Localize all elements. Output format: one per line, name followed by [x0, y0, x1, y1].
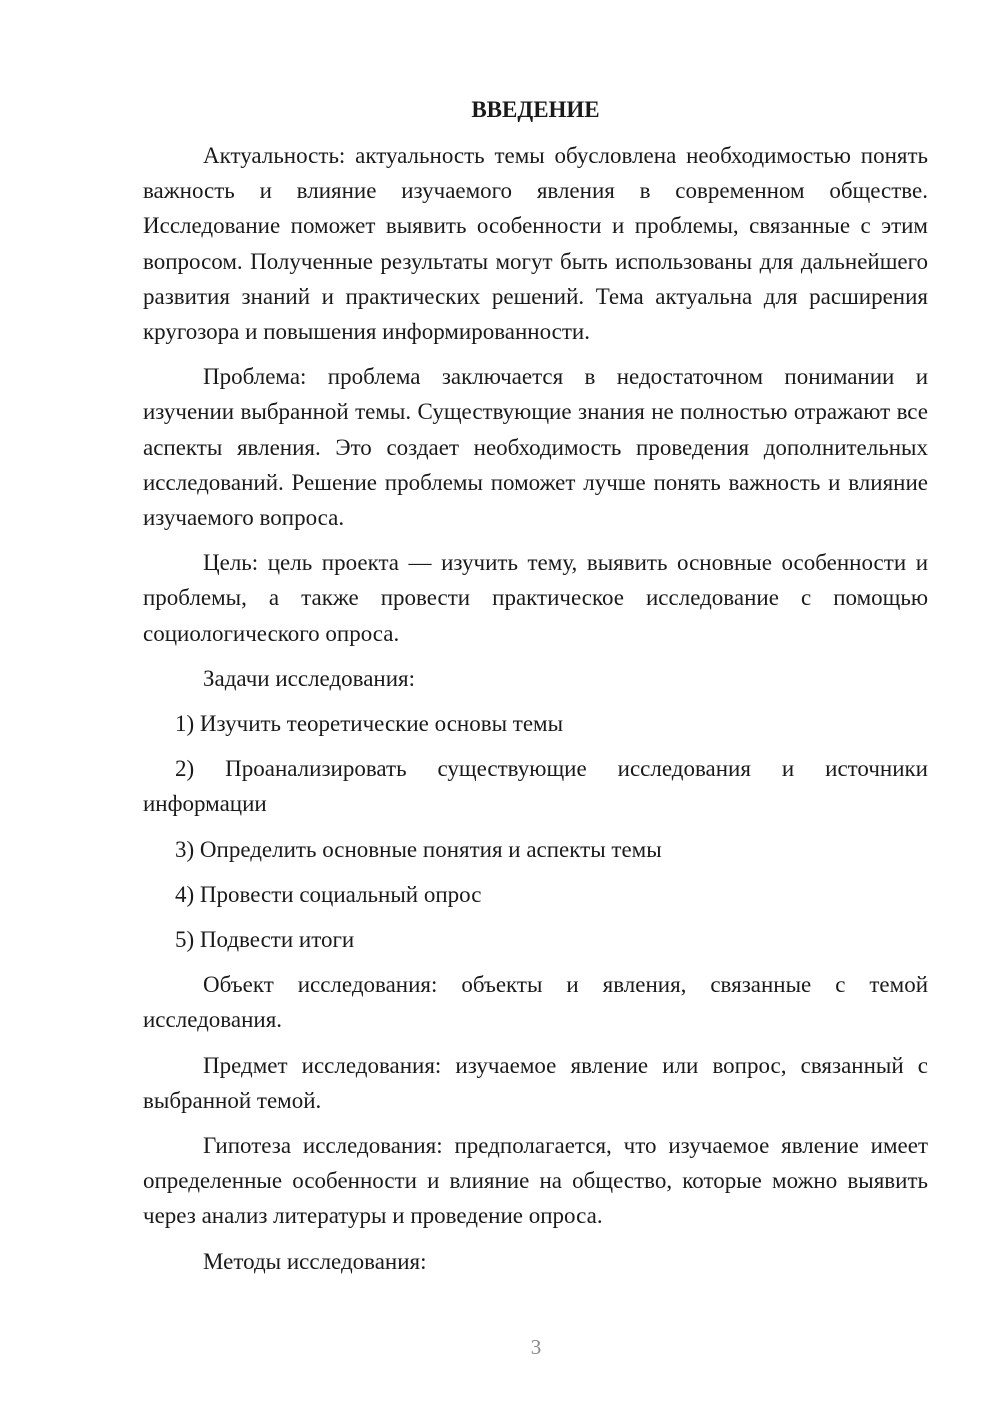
- page-content: [143, 92, 928, 1289]
- paragraph-hypothesis: Гипотеза исследования: предполагается, что изучаемое явление имеет определенные особенности и влияние на общество, которые можно выявить через анализ литературы и проведение опроса.: [143, 1133, 928, 1229]
- page-title: ВВЕДЕНИЕ: [471, 97, 600, 122]
- task-item-1: 1) Изучить теоретические основы темы: [175, 711, 564, 737]
- task-item-5: 5) Подвести итоги: [175, 927, 355, 953]
- task-item-4: 4) Провести социальный опрос: [175, 881, 482, 907]
- task-item-3: 3) Определить основные понятия и аспекты темы: [175, 836, 662, 862]
- paragraph-methods-heading: Методы исследования:: [203, 1248, 427, 1274]
- paragraph-problem: Проблема: проблема заключается в недостаточном понимании и изучении выбранной темы. Существующие знания не полностью отражают все аспекты явления. Это создает необходимость проведения дополнительных исследований. Решение проблемы поможет лучше понять важность и влияние изучаемого вопроса.: [143, 364, 928, 531]
- paragraph-tasks-heading: Задачи исследования:: [203, 665, 416, 691]
- paragraph-goal: Цель: цель проекта — изучить тему, выявить основные особенности и проблемы, а также провести практическое исследование с помощью социологического опроса.: [143, 550, 928, 646]
- paragraph-object: Объект исследования: объекты и явления, связанные с темой исследования.: [143, 972, 928, 1033]
- page-number: 3: [530, 1335, 542, 1359]
- paragraph-relevance: Актуальность: актуальность темы обусловлена необходимостью понять важность и влияние изучаемого явления в современном обществе. Исследование поможет выявить особенности и проблемы, связанные с этим вопросом. Полученные результаты могут быть использованы для дальнейшего развития знаний и практических решений. Тема актуальна для расширения кругозора и повышения информированности.: [143, 143, 928, 345]
- paragraph-subject: Предмет исследования: изучаемое явление или вопрос, связанный с выбранной темой.: [143, 1052, 928, 1113]
- task-item-2: 2) Проанализировать существующие исследования и источники информации: [143, 756, 928, 817]
